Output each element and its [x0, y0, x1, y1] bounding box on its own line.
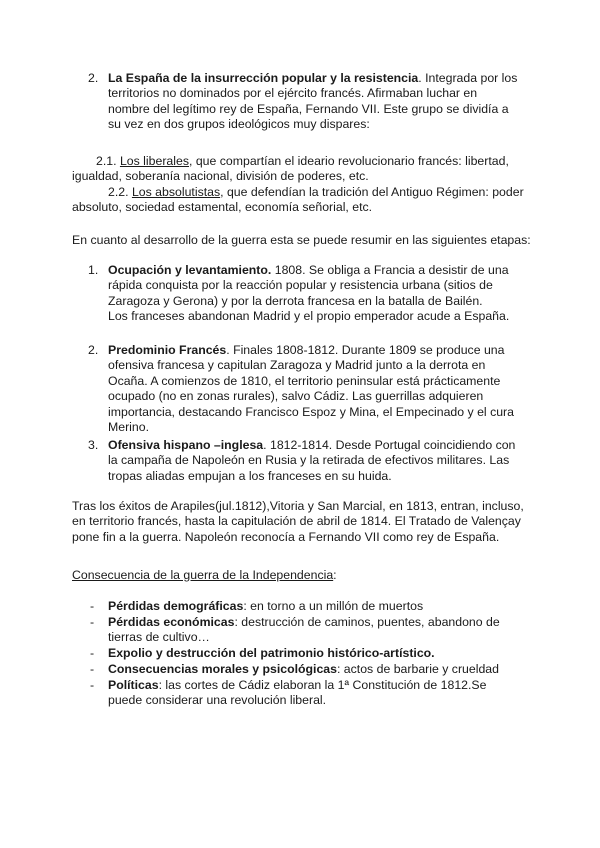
- list-item: [108, 678, 518, 709]
- intro-item-title: La España de la insurrección popular y la resistencia: [108, 71, 419, 85]
- list-item-text: : las cortes de Cádiz elaboran la 1ª Constitución de 1812.Se puede considerar una revolución liberal.: [108, 678, 487, 708]
- sub-item: [72, 154, 530, 185]
- list-item-title: Expolio y destrucción del patrimonio histórico-artístico.: [108, 646, 435, 660]
- stage-title: Predominio Francés: [108, 343, 227, 357]
- list-item: [108, 646, 518, 661]
- sub-item: [72, 185, 530, 216]
- list-dash: -: [90, 646, 95, 660]
- sub-item-title: Los absolutistas: [131, 185, 221, 199]
- intro-item-number: 2.: [88, 71, 99, 85]
- sub-item-text: , que defendían la tradición del Antiguo Régimen: poder absoluto, sociedad estamental, economía señorial, etc.: [72, 185, 524, 215]
- stage-text-continued: Los franceses abandonan Madrid y el propio emperador acude a España.: [108, 309, 510, 324]
- list-item: [108, 662, 518, 677]
- stage-text: . 1812-1814. Desde Portugal coincidiendo con la campaña de Napoleón en Rusia y la retirada de efectivos militares. Las tropas aliadas empujan a los franceses en su huida.: [108, 438, 516, 483]
- list-dash: -: [90, 615, 95, 629]
- list-item-text: : destrucción de caminos, puentes, abandono de tierras de cultivo…: [108, 615, 500, 645]
- stages-intro: En cuanto al desarrollo de la guerra esta se puede resumir en las siguientes etapas:: [72, 233, 531, 247]
- list-item: [108, 599, 518, 614]
- list-item-text: : actos de barbarie y crueldad: [336, 662, 499, 676]
- list-item-title: Pérdidas demográficas: [108, 599, 244, 613]
- list-dash: -: [90, 678, 95, 692]
- consequences-heading-colon: :: [333, 568, 337, 582]
- consequences-list: [0, 599, 600, 729]
- list-item-title: Políticas: [108, 678, 159, 692]
- list-dash: -: [90, 662, 95, 676]
- stage-text: . Finales 1808-1812. Durante 1809 se produce una ofensiva francesa y capitulan Zaragoza y Madrid junto a la derrota en Ocaña. A comienzos de 1810, el territorio peninsular está prácticamente ocupado (no en zonas rurales), salvo Cádiz. Las guerrillas adquieren importancia, destacando Francisco Espoz y Mina, el Empecinado y el cura Merino.: [108, 343, 514, 435]
- sub-item-text: , que compartían el ideario revolucionario francés: libertad, igualdad, soberanía nacional, división de poderes, etc.: [72, 154, 509, 184]
- list-item-title: Consecuencias morales y psicológicas: [108, 662, 337, 676]
- stage-number: 3.: [88, 438, 99, 452]
- sub-item-number: 2.1.: [96, 154, 117, 168]
- stage-number: 2.: [88, 343, 99, 357]
- stage-text: 1808. Se obliga a Francia a desistir de una rápida conquista por la reacción popular y resistencia urbana (sitios de Zaragoza y Gerona) y por la derrota francesa en la batalla de Bailén.: [108, 263, 509, 308]
- outcome-paragraph: Tras los éxitos de Arapiles(jul.1812),Vitoria y San Marcial, en 1813, entran, incluso, en territorio francés, hasta la capitulación de abril de 1814. El Tratado de Valençay pone fin a la guerra. Napoleón reconocía a Fernando VII como rey de España.: [72, 499, 524, 544]
- stage-title: Ofensiva hispano –inglesa: [108, 438, 264, 452]
- list-item-text: : en torno a un millón de muertos: [243, 599, 424, 613]
- list-item-title: Pérdidas económicas: [108, 615, 235, 629]
- list-dash: -: [90, 599, 95, 613]
- sub-item-title: Los liberales: [119, 154, 189, 168]
- stage-title: Ocupación y levantamiento.: [108, 263, 272, 277]
- consequences-heading-text: Consecuencia de la guerra de la Independencia: [72, 568, 334, 582]
- intro-item-text: . Integrada por los territorios no dominados por el ejército francés. Afirmaban luchar en nombre del legítimo rey de España, Fernando VII. Este grupo se dividía a su vez en dos grupos ideológicos muy dispares:: [108, 71, 518, 132]
- list-item: [108, 615, 518, 646]
- stage-number: 1.: [88, 263, 99, 277]
- consequences-heading: [72, 568, 532, 583]
- sub-item-number: 2.2.: [108, 185, 129, 199]
